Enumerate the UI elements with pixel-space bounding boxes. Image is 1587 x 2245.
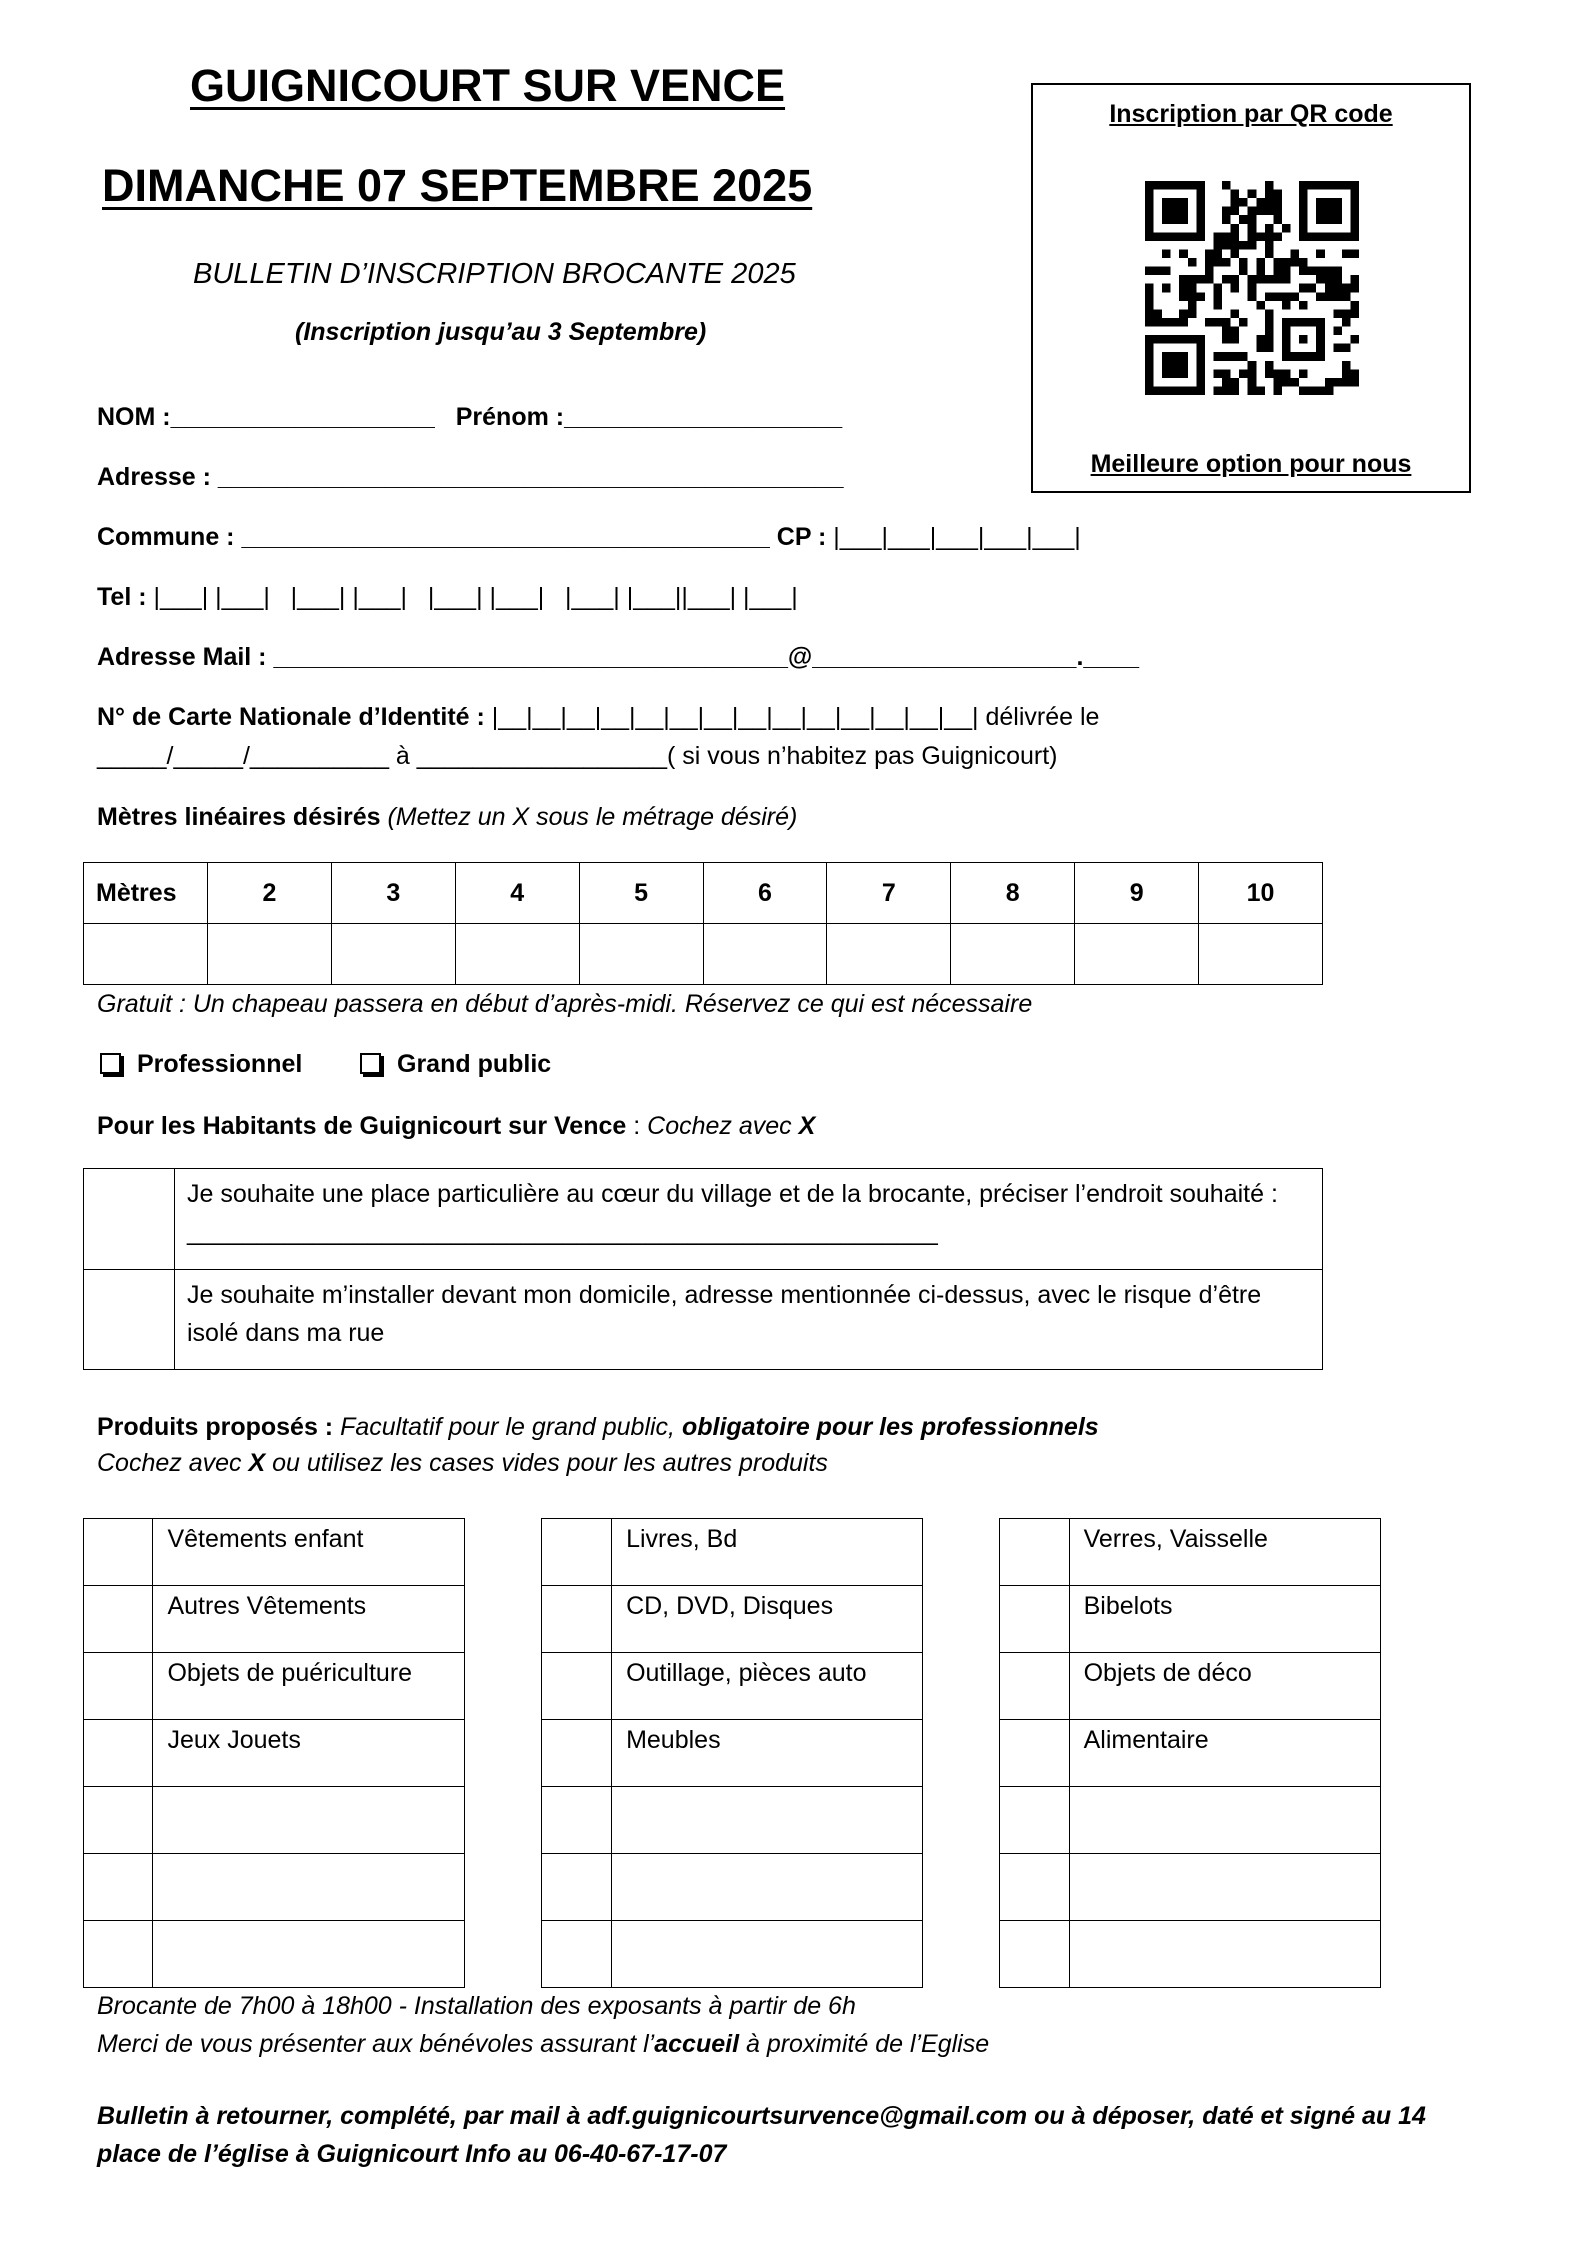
produit-check-cell[interactable] (542, 1586, 612, 1653)
produit-row (84, 1787, 465, 1854)
town-title: GUIGNICOURT SUR VENCE (190, 60, 786, 111)
produits-hint-line2 (97, 1449, 828, 1478)
produit-row (1000, 1653, 1381, 1720)
metres-check-cell[interactable] (455, 924, 579, 985)
tel-label: Tel : (97, 583, 147, 611)
habitants-hint: Cochez avec (647, 1112, 799, 1140)
produit-label: Vêtements enfant (153, 1519, 465, 1586)
cni-field[interactable]: |__|__|__|__|__|__|__|__|__|__|__|__|__|__| (491, 703, 979, 731)
footer-welcome (97, 2030, 989, 2059)
metres-value: 9 (1075, 863, 1199, 924)
mail-field[interactable]: _____________________________________@___________________.____ (273, 643, 1140, 671)
produit-row (542, 1586, 923, 1653)
metres-check-cell[interactable] (579, 924, 703, 985)
checkbox-icon[interactable] (360, 1053, 381, 1074)
adresse-field[interactable]: _____________________________________________ (217, 463, 844, 491)
produit-check-cell[interactable] (84, 1854, 153, 1921)
cp-field[interactable]: |___|___|___|___|___| (833, 523, 1081, 551)
habitants-hint-x: X (798, 1112, 816, 1140)
produit-row (542, 1921, 923, 1988)
produits-hint2-pre: Cochez avec (97, 1449, 249, 1477)
qr-title: Inscription par QR code (1109, 100, 1393, 128)
produit-row (84, 1519, 465, 1586)
produits-table-3 (999, 1518, 1381, 1988)
produits-hint2-post: ou utilisez les cases vides pour les autres produits (265, 1449, 828, 1477)
prenom-label: Prénom : (455, 403, 565, 431)
produit-check-cell[interactable] (84, 1787, 153, 1854)
produits-hint2-x: X (248, 1449, 266, 1477)
event-date: DIMANCHE 07 SEPTEMBRE 2025 (102, 160, 813, 211)
produit-label: Alimentaire (1069, 1720, 1380, 1787)
deadline: (Inscription jusqu’au 3 Septembre) (295, 318, 707, 346)
produit-check-cell[interactable] (84, 1720, 153, 1787)
metres-table (83, 862, 1323, 985)
adresse-label: Adresse : (97, 463, 211, 491)
produit-row (1000, 1787, 1381, 1854)
produit-check-cell[interactable] (542, 1653, 612, 1720)
footer-return-line2: place de l’église à Guignicourt Info au 06-40-67-17-07 (97, 2140, 727, 2168)
qr-footer: Meilleure option pour nous (1090, 450, 1412, 478)
metres-value: 6 (703, 863, 827, 924)
tel-field[interactable]: |___| |___| |___| |___| |___| |___| |___| |___||___| |___| (153, 583, 798, 611)
type-pro-label: Professionnel (137, 1050, 303, 1078)
produit-label-blank[interactable] (612, 1921, 923, 1988)
produit-check-cell[interactable] (84, 1921, 153, 1988)
produits-hint: Facultatif pour le grand public, (333, 1413, 682, 1441)
metres-check-cell[interactable] (827, 924, 951, 985)
produits-label: Produits proposés : (97, 1413, 334, 1441)
produit-label-blank[interactable] (612, 1854, 923, 1921)
produit-row (1000, 1720, 1381, 1787)
mail-row (97, 643, 1139, 672)
commune-field[interactable]: ______________________________________ (241, 523, 770, 551)
produit-row (542, 1854, 923, 1921)
nom-label: NOM : (97, 403, 171, 431)
produit-row (1000, 1921, 1381, 1988)
commune-label: Commune : (97, 523, 235, 551)
metres-check-cell[interactable] (1199, 924, 1323, 985)
produit-label: Meubles (612, 1720, 923, 1787)
produit-check-cell[interactable] (542, 1921, 612, 1988)
footer-welcome-bold: accueil (654, 2030, 740, 2058)
produit-label: Autres Vêtements (153, 1586, 465, 1653)
metres-value: 4 (455, 863, 579, 924)
type-public[interactable] (360, 1050, 551, 1079)
produit-check-cell[interactable] (1000, 1586, 1070, 1653)
habitants-label: Pour les Habitants de Guignicourt sur Vence (97, 1112, 627, 1140)
metres-check-cell[interactable] (1075, 924, 1199, 985)
metres-check-cell[interactable] (703, 924, 827, 985)
mail-label: Adresse Mail : (97, 643, 267, 671)
produit-label: Objets de puériculture (153, 1653, 465, 1720)
cni-label: N° de Carte Nationale d’Identité : (97, 703, 485, 731)
footer-return-line1: Bulletin à retourner, complété, par mail à adf.guignicourtsurvence@gmail.com ou à déposer, daté et signé au 14 (97, 2102, 1426, 2130)
footer-hours: Brocante de 7h00 à 18h00 - Installation des exposants à partir de 6h (97, 1992, 856, 2020)
metres-check-cell[interactable] (331, 924, 455, 985)
produit-row (1000, 1519, 1381, 1586)
produit-check-cell[interactable] (1000, 1854, 1070, 1921)
produit-label: Objets de déco (1069, 1653, 1380, 1720)
produit-check-cell[interactable] (1000, 1720, 1070, 1787)
produits-heading (97, 1413, 1099, 1442)
produit-check-cell[interactable] (84, 1653, 153, 1720)
cp-label: CP : (776, 523, 827, 551)
metres-value: 5 (579, 863, 703, 924)
metres-value: 8 (951, 863, 1075, 924)
produit-check-cell[interactable] (542, 1854, 612, 1921)
produit-row (84, 1921, 465, 1988)
produits-table-1 (83, 1518, 465, 1988)
type-public-label: Grand public (397, 1050, 552, 1078)
cni-date-place[interactable]: _____/_____/__________ à __________________( si vous n’habitez pas Guignicourt) (97, 742, 1058, 770)
produit-label: Verres, Vaisselle (1069, 1519, 1380, 1586)
produit-check-cell[interactable] (84, 1586, 153, 1653)
produit-label-blank[interactable] (153, 1921, 465, 1988)
produit-check-cell[interactable] (84, 1519, 153, 1586)
type-pro[interactable] (100, 1050, 302, 1079)
produit-row (1000, 1586, 1381, 1653)
produit-label-blank[interactable] (153, 1787, 465, 1854)
habitants-check-cell[interactable] (84, 1270, 175, 1370)
nom-row (97, 403, 842, 432)
checkbox-icon[interactable] (100, 1053, 121, 1074)
produit-row (84, 1586, 465, 1653)
footer-welcome-pre: Merci de vous présenter aux bénévoles assurant l’ (97, 2030, 655, 2058)
form-title: BULLETIN D’INSCRIPTION BROCANTE 2025 (193, 258, 796, 290)
habitants-option-text: Je souhaite m’installer devant mon domicile, adresse mentionnée ci-dessus, avec le risque d’être isolé dans ma rue (175, 1270, 1323, 1370)
produit-row (1000, 1854, 1381, 1921)
produit-label-blank[interactable] (1069, 1854, 1380, 1921)
qr-box (1031, 83, 1471, 493)
produit-label-blank[interactable] (1069, 1921, 1380, 1988)
produit-check-cell[interactable] (542, 1720, 612, 1787)
habitants-table (83, 1168, 1323, 1370)
cni-delivered: délivrée le (985, 703, 1100, 731)
produit-label: Livres, Bd (612, 1519, 923, 1586)
metres-value: 3 (331, 863, 455, 924)
produit-row (84, 1720, 465, 1787)
produit-row (542, 1720, 923, 1787)
produit-row (542, 1519, 923, 1586)
metres-check-row (84, 924, 1323, 985)
habitants-check-cell[interactable] (84, 1169, 175, 1270)
produit-row (84, 1854, 465, 1921)
produit-label: Outillage, pièces auto (612, 1653, 923, 1720)
produit-label-blank[interactable] (1069, 1787, 1380, 1854)
produit-label: CD, DVD, Disques (612, 1586, 923, 1653)
metres-check-cell[interactable] (207, 924, 331, 985)
produit-label: Jeux Jouets (153, 1720, 465, 1787)
produit-row (542, 1653, 923, 1720)
metres-hint: (Mettez un X sous le métrage désiré) (387, 803, 798, 831)
habitants-row (84, 1169, 1323, 1270)
habitants-row (84, 1270, 1323, 1370)
nom-field[interactable]: ___________________ (170, 403, 435, 431)
commune-row (97, 523, 1081, 552)
metres-note: Gratuit : Un chapeau passera en début d’après-midi. Réservez ce qui est nécessaire (97, 990, 1033, 1018)
metres-value: 10 (1199, 863, 1323, 924)
produit-check-cell[interactable] (542, 1787, 612, 1854)
produit-check-cell[interactable] (1000, 1653, 1070, 1720)
prenom-field[interactable]: ____________________ (564, 403, 843, 431)
produits-hint-bold: obligatoire pour les professionnels (681, 1413, 1099, 1441)
habitants-sep: : (626, 1112, 648, 1140)
produit-check-cell[interactable] (1000, 1921, 1070, 1988)
metres-header-row (84, 863, 1323, 924)
metres-label: Mètres linéaires désirés (97, 803, 381, 831)
produit-row (542, 1787, 923, 1854)
produit-check-cell[interactable] (542, 1519, 612, 1586)
metres-check-cell (84, 924, 208, 985)
cni-row (97, 703, 1099, 732)
produit-label: Bibelots (1069, 1586, 1380, 1653)
produits-table-2 (541, 1518, 923, 1988)
qr-code-image[interactable] (1137, 181, 1367, 395)
produit-check-cell[interactable] (1000, 1787, 1070, 1854)
habitants-heading (97, 1112, 815, 1141)
produit-label-blank[interactable] (612, 1787, 923, 1854)
produit-label-blank[interactable] (153, 1854, 465, 1921)
metres-heading (97, 803, 797, 832)
tel-row (97, 583, 798, 612)
footer-welcome-post: à proximité de l’Eglise (739, 2030, 990, 2058)
habitants-option-text: Je souhaite une place particulière au cœur du village et de la brocante, préciser l’endroit souhaité : ______________________________________________________ (175, 1169, 1323, 1270)
adresse-row (97, 463, 844, 492)
produit-check-cell[interactable] (1000, 1519, 1070, 1586)
metres-value: 2 (207, 863, 331, 924)
produit-row (84, 1653, 465, 1720)
metres-header-label: Mètres (84, 863, 208, 924)
metres-value: 7 (827, 863, 951, 924)
metres-check-cell[interactable] (951, 924, 1075, 985)
